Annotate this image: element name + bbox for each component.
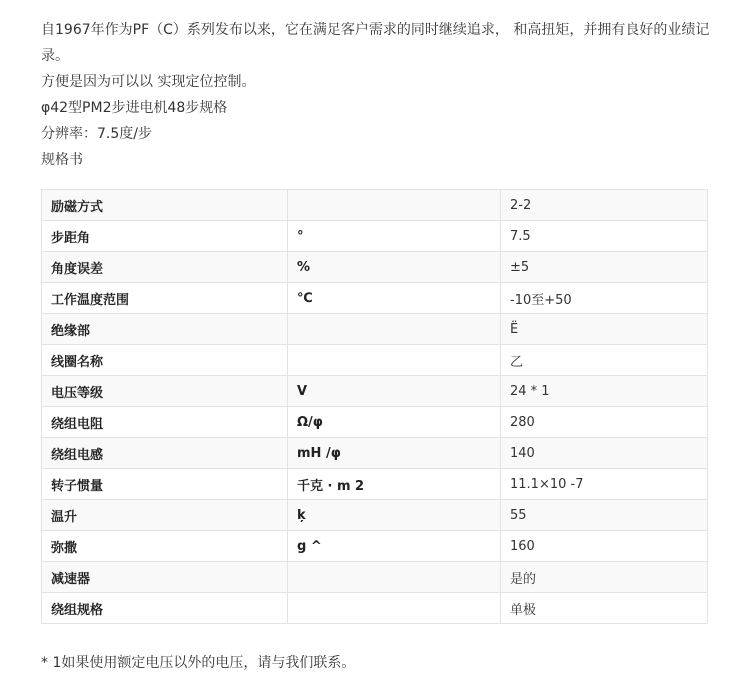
spec-unit-cell: 千克 · m 2 (288, 469, 501, 500)
spec-value-cell: 7.5 (501, 221, 708, 252)
intro-section (41, 17, 711, 173)
model-spec-title: φ42型PM2步进电机48步规格 (41, 100, 228, 116)
spec-value-cell: ±5 (501, 252, 708, 283)
spec-name-cell: 线圈名称 (42, 345, 288, 376)
table-row (42, 221, 708, 252)
spec-value-cell: 单极 (501, 593, 708, 624)
spec-unit-cell: g ^ (288, 531, 501, 562)
spec-name-cell: 绕组规格 (42, 593, 288, 624)
spec-value-cell: 24 * 1 (501, 376, 708, 407)
table-row (42, 314, 708, 345)
table-row (42, 593, 708, 624)
spec-name-cell: 温升 (42, 500, 288, 531)
spec-unit-cell: ° (288, 221, 501, 252)
spec-value-cell: 140 (501, 438, 708, 469)
table-row (42, 252, 708, 283)
table-row (42, 345, 708, 376)
spec-value-cell: 280 (501, 407, 708, 438)
spec-table-body (42, 190, 708, 624)
table-row (42, 438, 708, 469)
spec-name-cell: 励磁方式 (42, 190, 288, 221)
intro-paragraph: 自1967年作为PF（C）系列发布以来，它在满足客户需求的同时继续追求， 和高扭矩，并拥有良好的业绩记录。 (41, 22, 710, 64)
spec-unit-cell: % (288, 252, 501, 283)
spec-name-cell: 电压等级 (42, 376, 288, 407)
spec-name-cell: 转子惯量 (42, 469, 288, 500)
table-row (42, 283, 708, 314)
positioning-note: 方便是因为可以以 实现定位控制。 (41, 74, 256, 90)
spec-value-cell: Ë (501, 314, 708, 345)
table-row (42, 407, 708, 438)
spec-unit-cell (288, 593, 501, 624)
spec-unit-cell: V (288, 376, 501, 407)
spec-table (41, 189, 708, 624)
spec-unit-cell: ķ (288, 500, 501, 531)
spec-name-cell: 弥撒 (42, 531, 288, 562)
spec-unit-cell (288, 345, 501, 376)
spec-name-cell: 绝缘部 (42, 314, 288, 345)
table-row (42, 376, 708, 407)
spec-value-cell: -10至+50 (501, 283, 708, 314)
spec-unit-cell: Ω/φ (288, 407, 501, 438)
spec-unit-cell: ℃ (288, 283, 501, 314)
spec-unit-cell (288, 314, 501, 345)
table-row (42, 190, 708, 221)
footnote: * 1如果使用额定电压以外的电压，请与我们联系。 (41, 655, 356, 671)
spec-unit-cell (288, 190, 501, 221)
spec-name-cell: 减速器 (42, 562, 288, 593)
resolution-text: 分辨率：7.5度/步 (41, 126, 152, 142)
spec-name-cell: 工作温度范围 (42, 283, 288, 314)
spec-name-cell: 绕组电阻 (42, 407, 288, 438)
table-row (42, 562, 708, 593)
spec-unit-cell: mH /φ (288, 438, 501, 469)
spec-name-cell: 步距角 (42, 221, 288, 252)
spec-value-cell: 55 (501, 500, 708, 531)
spec-unit-cell (288, 562, 501, 593)
spec-sheet-heading: 规格书 (41, 152, 83, 168)
table-row (42, 469, 708, 500)
spec-value-cell: 乙 (501, 345, 708, 376)
spec-value-cell: 11.1×10 -7 (501, 469, 708, 500)
spec-value-cell: 是的 (501, 562, 708, 593)
spec-name-cell: 角度误差 (42, 252, 288, 283)
spec-value-cell: 160 (501, 531, 708, 562)
table-row (42, 531, 708, 562)
spec-name-cell: 绕组电感 (42, 438, 288, 469)
table-row (42, 500, 708, 531)
spec-value-cell: 2-2 (501, 190, 708, 221)
